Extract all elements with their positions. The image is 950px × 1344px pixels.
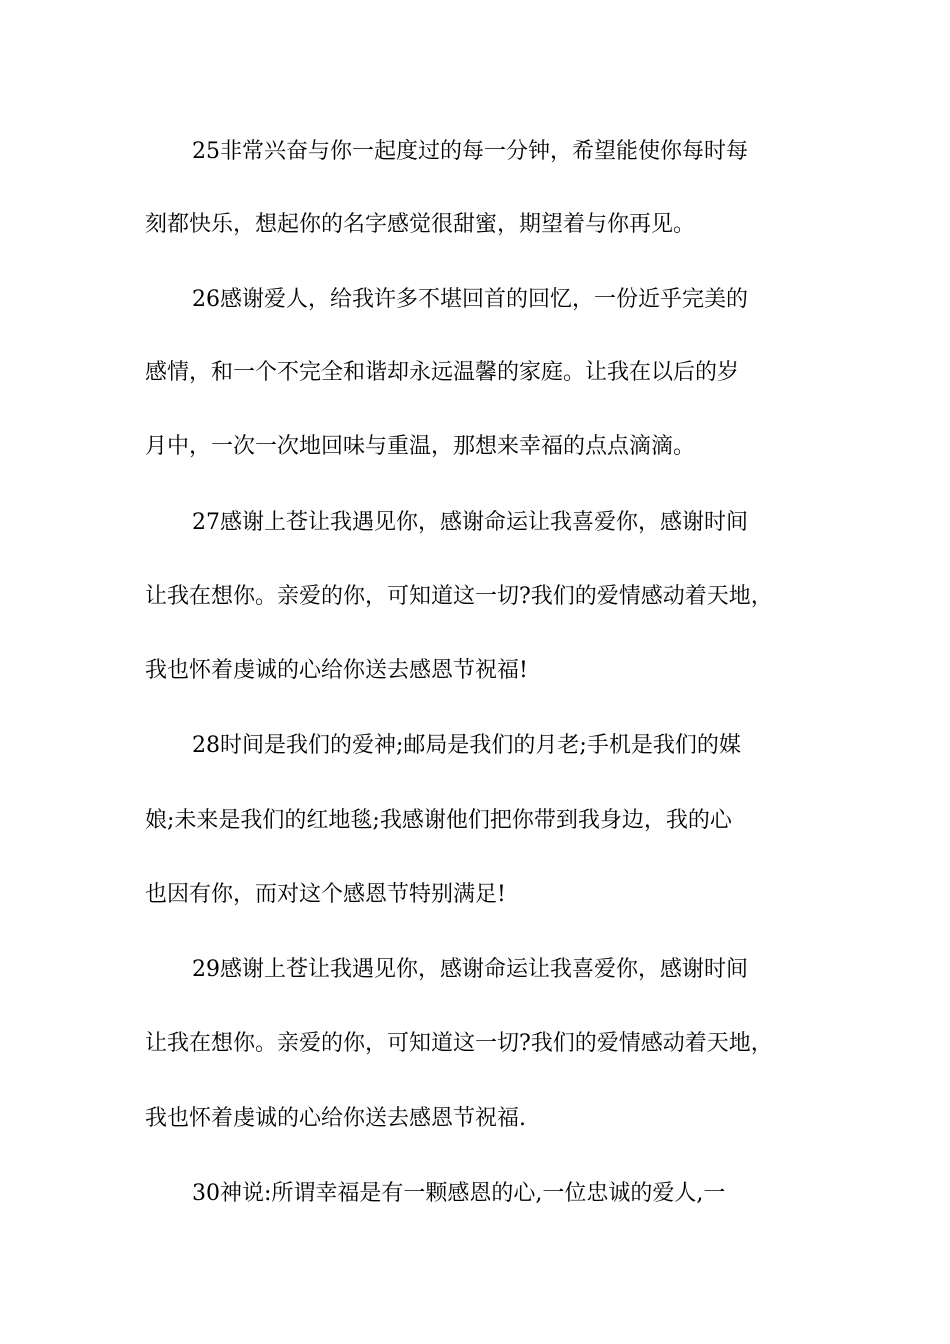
paragraph-29-line-1: 29感谢上苍让我遇见你，感谢命运让我喜爱你，感谢时间 (192, 957, 748, 982)
paragraph-26-line-2: 感情，和一个不完全和谐却永远温馨的家庭。让我在以后的岁 (145, 360, 740, 385)
paragraph-28-line-3: 也因有你，而对这个感恩节特别满足! (145, 882, 506, 907)
paragraph-26-line-3: 月中，一次一次地回味与重温，那想来幸福的点点滴滴。 (145, 434, 696, 459)
paragraph-25-line-2: 刻都快乐，想起你的名字感觉很甜蜜，期望着与你再见。 (145, 212, 696, 237)
paragraph-27-line-1: 27感谢上苍让我遇见你，感谢命运让我喜爱你，感谢时间 (192, 510, 748, 535)
paragraph-26-line-1: 26感谢爱人，给我许多不堪回首的回忆，一份近乎完美的 (192, 287, 748, 312)
paragraph-28-line-1: 28时间是我们的爱神;邮局是我们的月老;手机是我们的媒 (192, 733, 741, 758)
paragraph-30-line-1: 30神说:所谓幸福是有一颗感恩的心,一位忠诚的爱人,一 (192, 1181, 726, 1206)
paragraph-25-line-1: 25非常兴奋与你一起度过的每一分钟，希望能使你每时每 (192, 139, 748, 164)
paragraph-28-line-2: 娘;未来是我们的红地毯;我感谢他们把你带到我身边，我的心 (145, 808, 732, 833)
paragraph-29-line-3: 我也怀着虔诚的心给你送去感恩节祝福. (145, 1106, 526, 1131)
paragraph-27-line-2: 让我在想你。亲爱的你，可知道这一切?我们的爱情感动着天地， (145, 584, 773, 609)
paragraph-27-line-3: 我也怀着虔诚的心给你送去感恩节祝福! (145, 658, 528, 683)
paragraph-29-line-2: 让我在想你。亲爱的你，可知道这一切?我们的爱情感动着天地， (145, 1031, 773, 1056)
